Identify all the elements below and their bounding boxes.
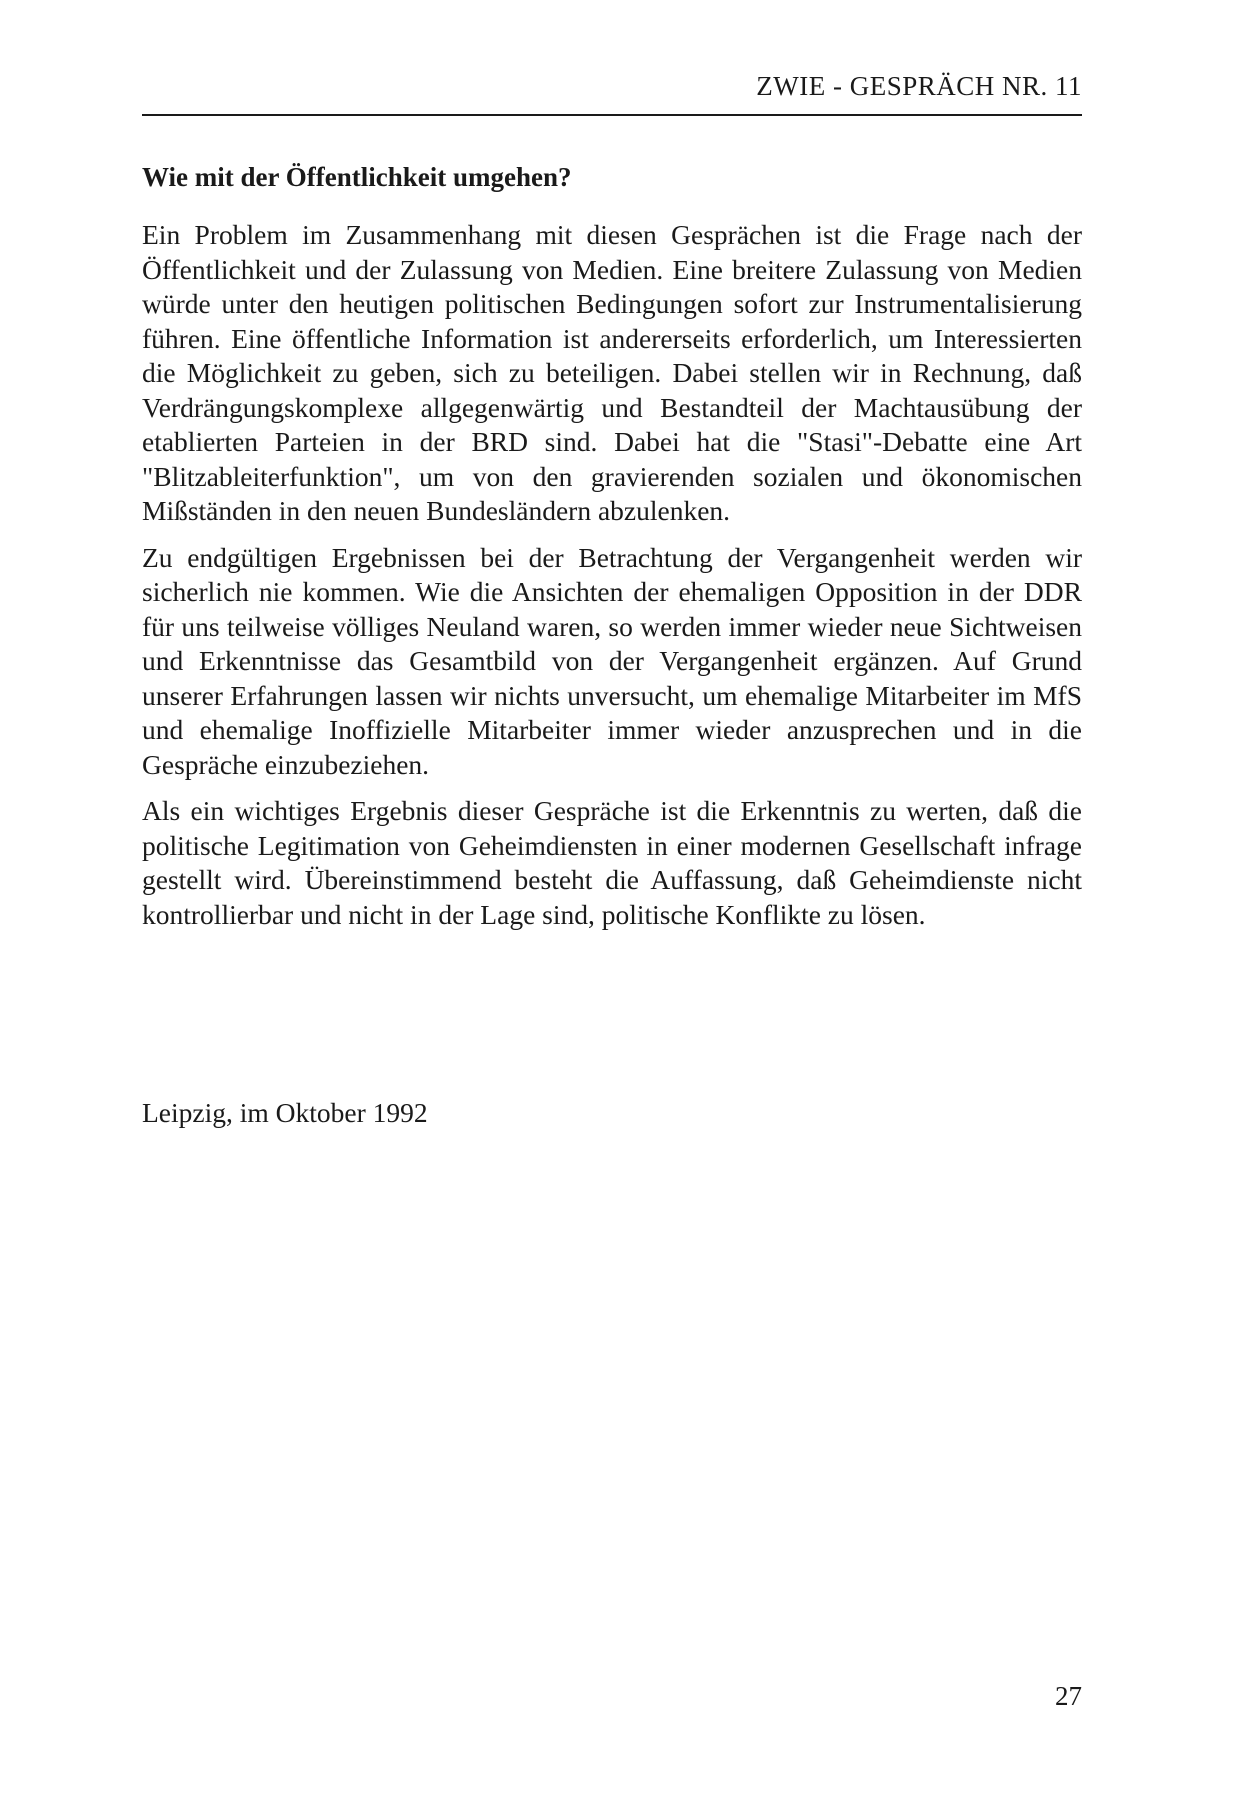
body-paragraph-1: Ein Problem im Zusammenhang mit diesen Gesprächen ist die Frage nach der Öffentlichkeit und der Zulassung von Medien. Eine breitere Zulassung von Medien würde unter den heutigen politischen Bedingungen sofort zur Instrumentalisierung führen. Eine öffentliche Information ist andererseits erforderlich, um Interessierten die Möglichkeit zu geben, sich zu beteiligen. Dabei stellen wir in Rechnung, daß Verdrängungskomplexe allgegenwärtig und Bestandteil der Machtausübung der etablierten Parteien in der BRD sind. Dabei hat die "Stasi"-Debatte eine Art "Blitzableiterfunktion", um von den gravierenden sozialen und ökonomischen Mißständen in den neuen Bundesländern abzulenken. xyxy=(142,219,1082,526)
header-divider xyxy=(142,114,1082,116)
body-paragraph-2: Zu endgültigen Ergebnissen bei der Betrachtung der Vergangenheit werden wir sicherlich nie kommen. Wie die Ansichten der ehemaligen Opposition in der DDR für uns teilweise völliges Neuland waren, so werden immer wieder neue Sichtweisen und Erkenntnisse das Gesamtbild von der Vergangenheit ergänzen. Auf Grund unserer Erfahrungen lassen wir nichts unversucht, um ehemalige Mitarbeiter im MfS und ehemalige Inoffizielle Mitarbeiter immer wieder anzusprechen und in die Gespräche einzubeziehen. xyxy=(142,541,1082,780)
section-heading: Wie mit der Öffentlichkeit umgehen? xyxy=(142,162,572,192)
page-body xyxy=(142,160,1082,944)
running-header: ZWIE - GESPRÄCH NR. 11 xyxy=(756,71,1082,101)
place-and-date: Leipzig, im Oktober 1992 xyxy=(142,1097,428,1128)
page-number: 27 xyxy=(1055,1681,1082,1711)
body-paragraph-3: Als ein wichtiges Ergebnis dieser Gespräche ist die Erkenntnis zu werten, daß die politische Legitimation von Geheimdiensten in einer modernen Gesellschaft infrage gestellt wird. Übereinstimmend besteht die Auffassung, daß Geheimdienste nicht kontrollierbar und nicht in der Lage sind, politische Konflikte zu lösen. xyxy=(142,795,1082,930)
